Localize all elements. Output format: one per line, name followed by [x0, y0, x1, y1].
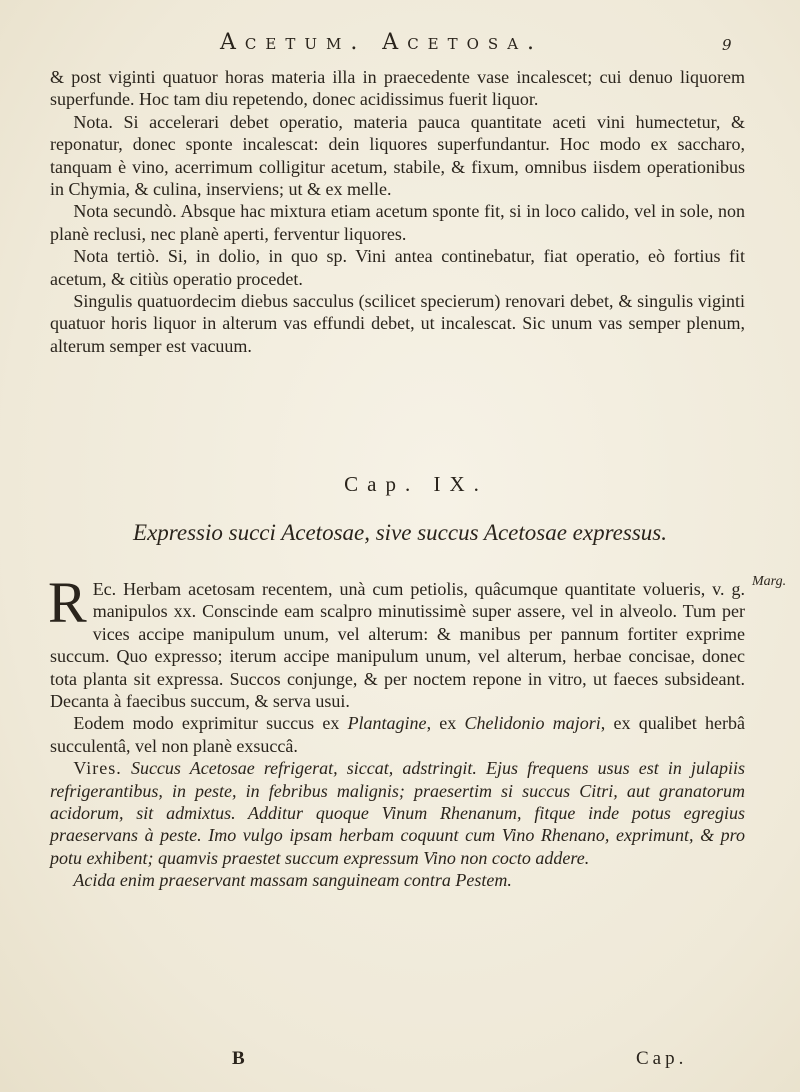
text-run: Eodem modo exprimitur succus ex [73, 713, 348, 734]
chapter-title: Expressio succi Acetosae, sive succus Acetosae expressus. [133, 520, 667, 545]
text-run: , ex qualibet herbâ succulentâ, vel non planè exsuccâ. [50, 713, 745, 756]
chapter-body [48, 570, 745, 892]
margin-note: Marg. [752, 574, 787, 589]
paragraph: Nota. Si accelerari debet operatio, materia pauca quantitate aceti vini humectetur, & reponatur, donec sponte incalescat: dein liquores superfundantur. Hoc modo ex saccharo, tanquam è vino, acerrimum colligitur acetum, stabile, & fixum, omnibus iisdem operationibus in Chymia, & culina, inserviens; ut & ex melle. [50, 111, 745, 200]
paragraph [48, 570, 745, 712]
paragraph: Nota secundò. Absque hac mixtura etiam acetum sponte fit, si in loco calido, vel in sole, non planè reclusi, nec planè aperti, ferventur liquores. [50, 201, 745, 244]
running-title: Acetum. Acetosa. [220, 30, 544, 55]
signature-mark: B [232, 1048, 245, 1069]
paragraph: & post viginti quatuor horas materia illa in praecedente vase incalescet; cui denuo liquorem superfunde. Hoc tam diu repetendo, donec acidissimus fuerit liquor. [50, 67, 745, 110]
paragraph [50, 712, 745, 757]
herb-name: Chelidonio majori [464, 713, 601, 734]
herb-name: Plantagine [347, 713, 427, 734]
paragraph: Acida enim praeservant massam sanguineam contra Pestem. [73, 870, 512, 891]
page-number: 9 [722, 36, 732, 54]
paragraph-text: Ec. Herbam acetosam recentem, unà cum petiolis, quâcumque quantitate volueris, v. g. manipulos xx. Conscinde eam scalpro minutissimè super assere, vel in alveolo. Tum per vices accipe manipulum unum, vel alterum: & manibus per pannum fortiter exprime succum. Quo expresso; iterum accipe manipulum unum, vel alterum, herbae concisae, donec tota planta sit expressa. Succos conjunge, & per noctem repone in vitro, ut faeces subsideant. Decanta à faecibus succum, & serva usui. [50, 579, 745, 712]
vires-text: Succus Acetosae refrigerat, siccat, adstringit. Ejus frequens usus est in julapiis refrigerantibus, in peste, in febribus malignis; praesertim si succus Citri, aut granatorum acidorum, sit admixtus. Additur quoque Vinum Rhenanum, fitque inde potus egregius praeservans à peste. Imo vulgo ipsam herbam coquunt cum Vino Rhenano, exprimunt, & pro potu exhibent; quamvis praestet succum expressum Vino non cocto addere. [50, 758, 745, 868]
paragraph: Singulis quatuordecim diebus sacculus (scilicet specierum) renovari debet, & singulis viginti quatuor horis liquor in alterum vas effundi debet, ut incalescat. Sic unum vas semper plenum, alterum semper est vacuum. [50, 291, 745, 356]
section-continuation [50, 66, 745, 357]
text-run: , ex [426, 713, 465, 734]
vires-label: Vires. [73, 758, 122, 779]
paragraph: Nota tertiò. Si, in dolio, in quo sp. Vini antea continebatur, fiat operatio, eò fortius fit acetum, & citiùs operatio procedet. [50, 246, 745, 289]
chapter-number: Cap. IX. [344, 472, 488, 496]
running-head [0, 30, 800, 60]
catchword: Cap. [636, 1048, 688, 1069]
drop-cap: R [48, 570, 87, 635]
paragraph [50, 757, 745, 869]
catchline [0, 1048, 800, 1074]
